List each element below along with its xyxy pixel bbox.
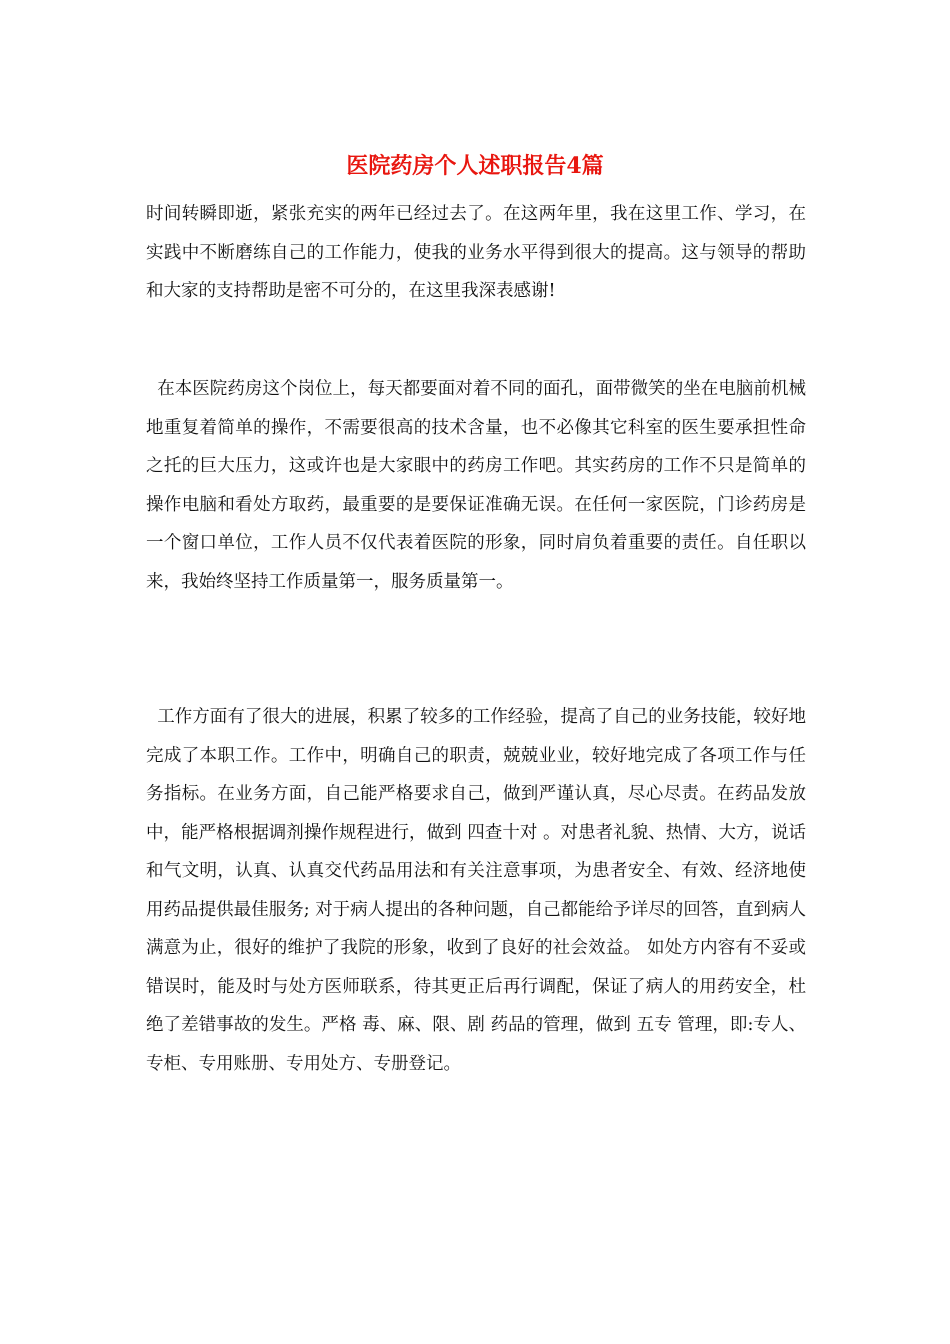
paragraph-work-progress: 工作方面有了很大的进展，积累了较多的工作经验，提高了自己的业务技能，较好地完成了本职工作。工作中，明确自己的职责，兢兢业业，较好地完成了各项工作与任务指标。在业务方面，自己能严格要求自己，做到严谨认真，尽心尽责。在药品发放中，能严格根据调剂操作规程进行，做到 四查十对 。对患者礼貌、热情、大方，说话和气文明，认真、认真交代药品用法和有关注意事项，为患者安全、有效、经济地使用药品提供最佳服务; 对于病人提出的各种问题，自己都能给予详尽的回答，直到病人满意为止，很好的维护了我院的形象，收到了良好的社会效益。 如处方内容有不妥或错误时，能及时与处方医师联系，待其更正后再行调配，保证了病人的用药安全，杜绝了差错事故的发生。严格 毒、麻、限、剧 药品的管理，做到 五专 管理，即:专人、专柜、专用账册、专用处方、专册登记。 [146, 707, 806, 1074]
document-title: 医院药房个人述职报告4篇 [346, 153, 604, 179]
paragraph-pharmacy-role: 在本医院药房这个岗位上，每天都要面对着不同的面孔，面带微笑的坐在电脑前机械地重复着简单的操作，不需要很高的技术含量，也不必像其它科室的医生要承担性命之托的巨大压力，这或许也是大家眼中的药房工作吧。其实药房的工作不只是简单的操作电脑和看处方取药，最重要的是要保证准确无误。在任何一家医院，门诊药房是一个窗口单位，工作人员不仅代表着医院的形象，同时肩负着重要的责任。自任职以来，我始终坚持工作质量第一，服务质量第一。 [146, 379, 806, 592]
paragraph-intro: 时间转瞬即逝，紧张充实的两年已经过去了。在这两年里，我在这里工作、学习，在实践中不断磨练自己的工作能力，使我的业务水平得到很大的提高。这与领导的帮助和大家的支持帮助是密不可分的，在这里我深表感谢! [146, 204, 806, 301]
